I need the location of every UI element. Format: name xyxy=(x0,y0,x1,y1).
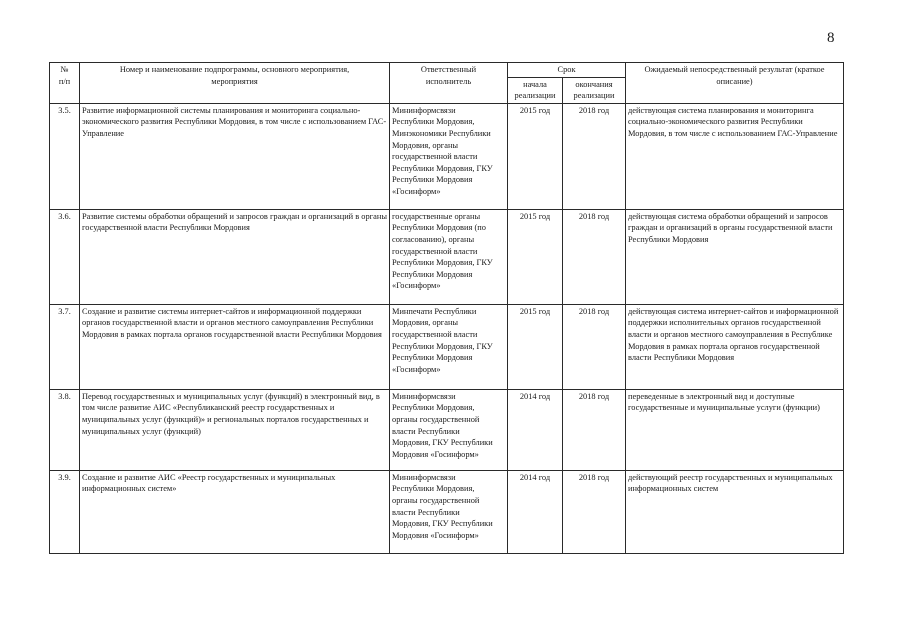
row-num: 3.8. xyxy=(50,389,80,470)
row-num: 3.6. xyxy=(50,209,80,304)
header-term: Срок xyxy=(508,63,626,78)
row-result: действующая система планирования и мониторинга социально-экономического развития Республики Мордовия, в том числе с использованием ГАС-Управление xyxy=(626,103,844,209)
row-end: 2018 год xyxy=(563,209,626,304)
header-num: № п/п xyxy=(50,63,80,104)
row-name: Развитие информационной системы планирования и мониторинга социально-экономического развития Республики Мордовия, в том числе с использованием ГАС-Управление xyxy=(80,103,390,209)
header-start: начала реализации xyxy=(508,77,563,103)
header-result: Ожидаемый непосредственный результат (краткое описание) xyxy=(626,63,844,104)
row-name: Перевод государственных и муниципальных услуг (функций) в электронный вид, в том числе развитие АИС «Республиканский реестр государственных и муниципальных услуг (функций)» и региональных порталов государственных и муниципальных услуг (функций) xyxy=(80,389,390,470)
row-end: 2018 год xyxy=(563,389,626,470)
row-executor: государственные органы Республики Мордовия (по согласованию), органы государственной власти Республики Мордовия, ГКУ Республики Мордовия «Госинформ» xyxy=(390,209,508,304)
row-start: 2015 год xyxy=(508,103,563,209)
table-row xyxy=(50,389,844,470)
table-row xyxy=(50,103,844,209)
row-executor: Мининформсвязи Республики Мордовия, органы государственной власти Республики Мордовия, ГКУ Республики Мордовия «Госинформ» xyxy=(390,389,508,470)
row-result: действующая система интернет-сайтов и информационной поддержки исполнительных органов государственной власти и органов местного самоуправления в Республике Мордовия в рамках портала органов государственной власти Республики Мордовия xyxy=(626,304,844,389)
row-executor: Минпечати Республики Мордовия, органы государственной власти Республики Мордовия, ГКУ Республики Мордовия «Госинформ» xyxy=(390,304,508,389)
row-start: 2015 год xyxy=(508,209,563,304)
row-executor: Мининформсвязи Республики Мордовия, Минэкономики Республики Мордовия, органы государственной власти Республики Мордовия, ГКУ Республики Мордовия «Госинформ» xyxy=(390,103,508,209)
header-name: Номер и наименование подпрограммы, основного мероприятия, мероприятия xyxy=(80,63,390,104)
row-name: Создание и развитие АИС «Реестр государственных и муниципальных информационных систем» xyxy=(80,470,390,553)
header-end: окончания реализации xyxy=(563,77,626,103)
table-row xyxy=(50,470,844,553)
row-start: 2014 год xyxy=(508,470,563,553)
row-end: 2018 год xyxy=(563,304,626,389)
header-executor: Ответственный исполнитель xyxy=(390,63,508,104)
row-name: Создание и развитие системы интернет-сайтов и информационной поддержки органов государственной власти и органов местного самоуправления Республики Мордовия в рамках портала органов государственной власти Республики Мордовия xyxy=(80,304,390,389)
row-start: 2015 год xyxy=(508,304,563,389)
row-executor: Мининформсвязи Республики Мордовия, органы государственной власти Республики Мордовия, ГКУ Республики Мордовия «Госинформ» xyxy=(390,470,508,553)
page-number: 8 xyxy=(827,30,835,46)
row-start: 2014 год xyxy=(508,389,563,470)
row-num: 3.5. xyxy=(50,103,80,209)
row-result: действующая система обработки обращений и запросов граждан и организаций в органы государственной власти Республики Мордовия xyxy=(626,209,844,304)
row-result: действующий реестр государственных и муниципальных информационных систем xyxy=(626,470,844,553)
row-num: 3.9. xyxy=(50,470,80,553)
row-num: 3.7. xyxy=(50,304,80,389)
table-row xyxy=(50,209,844,304)
table-row xyxy=(50,304,844,389)
row-name: Развитие системы обработки обращений и запросов граждан и организаций в органы государственной власти Республики Мордовия xyxy=(80,209,390,304)
row-end: 2018 год xyxy=(563,103,626,209)
row-end: 2018 год xyxy=(563,470,626,553)
row-result: переведенные в электронный вид и доступные государственные и муниципальные услуги (функции) xyxy=(626,389,844,470)
program-table xyxy=(49,62,844,554)
